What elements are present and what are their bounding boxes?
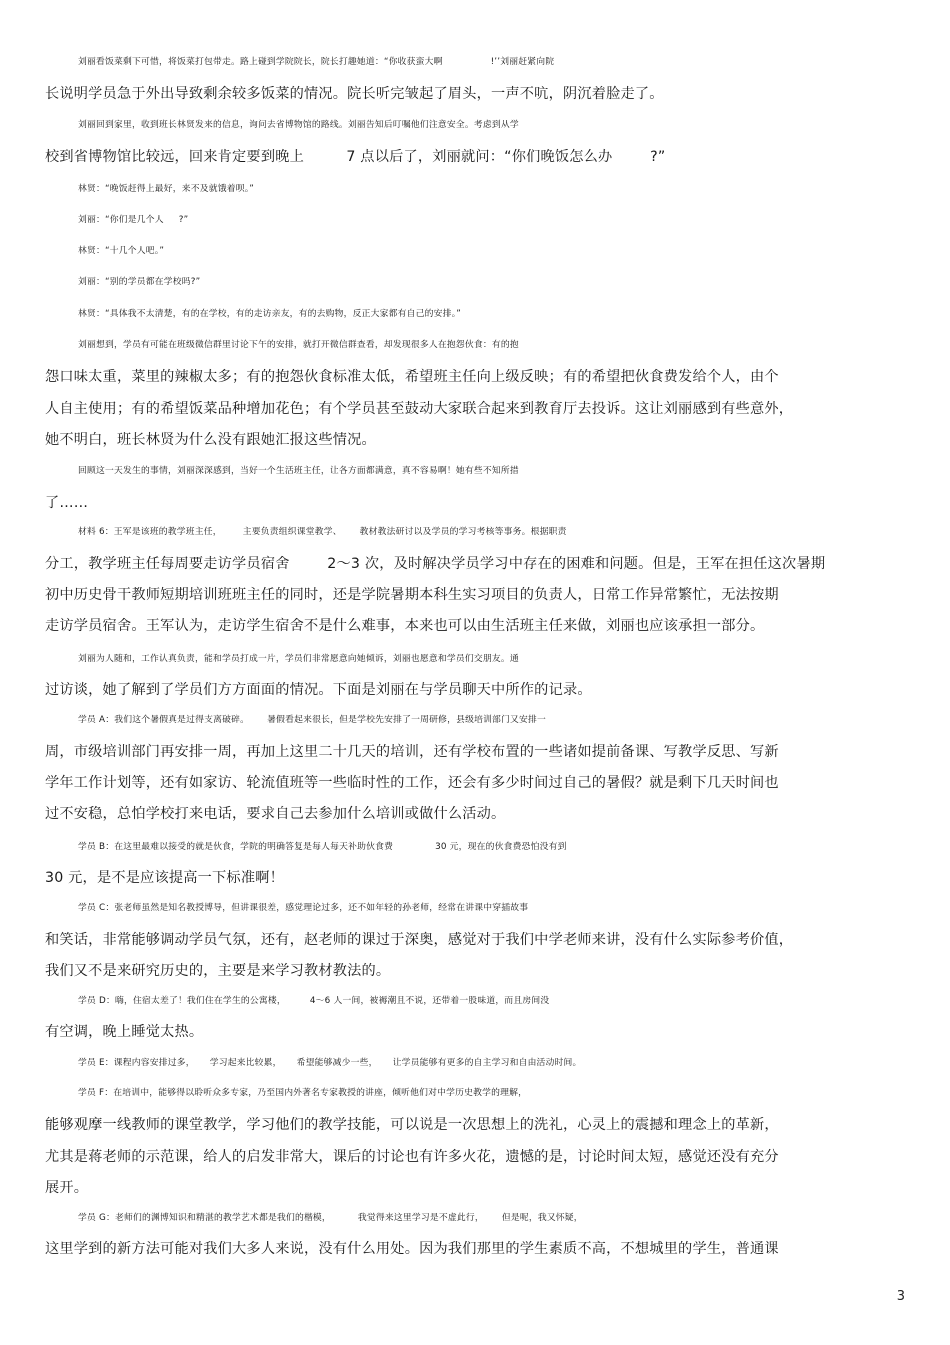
text-line: 林贤：“具体我不太清楚，有的在学校，有的走访亲友，有的去购物，反正大家都有自己的安排。”	[78, 309, 461, 319]
text-line: 30 元，是不是应该提高一下标准啊！	[45, 870, 284, 886]
text-line: 过不安稳，总怕学校打来电话，要求自己去参加什么培训或做什么活动。	[45, 806, 506, 822]
text-line: 长说明学员急于外出导致剩余较多饭菜的情况。院长听完皱起了眉头，一声不吭，阴沉着脸走了。	[45, 86, 664, 102]
text-line: 材料 6：王军是该班的教学班主任， 主要负责组织课堂教学、 教材教法研讨以及学员的学习考核等事务。根据职责	[78, 527, 567, 537]
text-line: 尤其是蒋老师的示范课，给人的启发非常大，课后的讨论也有许多火花，遗憾的是，讨论时间太短，感觉还没有充分	[45, 1149, 779, 1165]
text-line: 能够观摩一线教师的课堂教学，学习他们的教学技能，可以说是一次思想上的洗礼，心灵上的震撼和理念上的革新，	[45, 1117, 779, 1133]
text-line: 这里学到的新方法可能对我们大多人来说，没有什么用处。因为我们那里的学生素质不高，不想城里的学生，普通课	[45, 1241, 779, 1257]
text-line: 学员 C：张老师虽然是知名教授博导，但讲课很差，感觉理论过多，还不如年轻的孙老师，经常在讲课中穿插故事	[78, 903, 529, 913]
text-line: 林贤：“晚饭赶得上最好，来不及就饿着呗。”	[78, 184, 255, 194]
text-line: 学年工作计划等，还有如家访、轮流值班等一些临时性的工作，还会有多少时间过自己的暑假？就是剩下几天时间也	[45, 775, 779, 791]
text-line: 林贤：“十几个人吧。”	[78, 246, 165, 256]
text-line: 学员 G：老师们的渊博知识和精湛的教学艺术都是我们的楷模， 我觉得来这里学习是不虚此行， 但是呢，我又怀疑，	[78, 1213, 583, 1223]
text-line: 怨口味太重，菜里的辣椒太多；有的抱怨伙食标准太低，希望班主任向上级反映；有的希望把伙食费发给个人，由个	[45, 369, 779, 385]
text-line: 和笑话，非常能够调动学员气氛，还有，赵老师的课过于深奥，感觉对于我们中学老师来讲，没有什么实际参考价值，	[45, 932, 794, 948]
text-line: 分工，教学班主任每周要走访学员宿舍 2～3 次，及时解决学员学习中存在的困难和问题。但是，王军在担任这次暑期	[45, 556, 826, 572]
text-line: 周，市级培训部门再安排一周，再加上这里二十几天的培训，还有学校布置的一些诸如提前备课、写教学反思、写新	[45, 744, 779, 760]
text-line: 学员 D：嗨，住宿太差了！我们住在学生的公寓楼， 4～6 人一间，被褥潮且不说，还带着一股味道，而且房间没	[78, 996, 550, 1006]
page-number: 3	[896, 1289, 905, 1304]
text-line: 学员 F：在培训中，能够得以聆听众多专家，乃至国内外著名专家教授的讲座，倾听他们对中学历史教学的理解，	[78, 1088, 528, 1098]
text-line: 初中历史骨干教师短期培训班班主任的同时，还是学院暑期本科生实习项目的负责人，日常工作异常繁忙，无法按期	[45, 587, 779, 603]
text-line: 刘丽：“你们是几个人 ?”	[78, 215, 189, 225]
text-line: 了……	[45, 495, 89, 511]
text-line: 学员 E：课程内容安排过多， 学习起来比较累， 希望能够减少一些， 让学员能够有更多的自主学习和自由活动时间。	[78, 1058, 582, 1068]
text-line: 回顾这一天发生的事情，刘丽深深感到，当好一个生活班主任，让各方面都满意，真不容易啊！她有些不知所措	[78, 466, 519, 476]
text-line: 校到省博物馆比较远，回来肯定要到晚上 7 点以后了，刘丽就问：“你们晚饭怎么办 ?”	[45, 149, 666, 165]
text-line: 有空调，晚上睡觉太热。	[45, 1024, 204, 1040]
text-line: 学员 B：在这里最难以接受的就是伙食，学院的明确答复是每人每天补助伙食费 30 元，现在的伙食费恐怕没有到	[78, 842, 567, 852]
text-line: 刘丽想到，学员有可能在班级微信群里讨论下午的安排，就打开微信群查看，却发现很多人在抱怨伙食：有的抱	[78, 340, 519, 350]
text-line: 刘丽为人随和，工作认真负责，能和学员打成一片，学员们非常愿意向她倾诉，刘丽也愿意和学员们交朋友。通	[78, 654, 519, 664]
text-line: 走访学员宿舍。王军认为，走访学生宿舍不是什么难事，本来也可以由生活班主任来做，刘丽也应该承担一部分。	[45, 618, 765, 634]
text-line: 展开。	[45, 1180, 89, 1196]
text-line: 刘丽：“别的学员都在学校吗?”	[78, 277, 201, 287]
text-line: 她不明白，班长林贤为什么没有跟她汇报这些情况。	[45, 432, 376, 448]
text-line: 人自主使用；有的希望饭菜品种增加花色；有个学员甚至鼓动大家联合起来到教育厅去投诉。这让刘丽感到有些意外，	[45, 401, 794, 417]
text-line: 学员 A：我们这个暑假真是过得支离破碎。 暑假看起来很长，但是学校先安排了一周研修，县级培训部门又安排一	[78, 715, 547, 725]
text-line: 过访谈，她了解到了学员们方方面面的情况。下面是刘丽在与学员聊天中所作的记录。	[45, 682, 592, 698]
text-line: 刘丽回到家里，收到班长林贤发来的信息，询问去省博物馆的路线。刘丽告知后叮嘱他们注意安全。考虑到从学	[78, 120, 519, 130]
text-line: 刘丽看饭菜剩下可惜，将饭菜打包带走。路上碰到学院院长，院长打趣她道：“你收获蛮大啊 !’’刘丽赶紧向院	[78, 57, 555, 67]
text-line: 我们又不是来研究历史的，主要是来学习教材教法的。	[45, 963, 391, 979]
